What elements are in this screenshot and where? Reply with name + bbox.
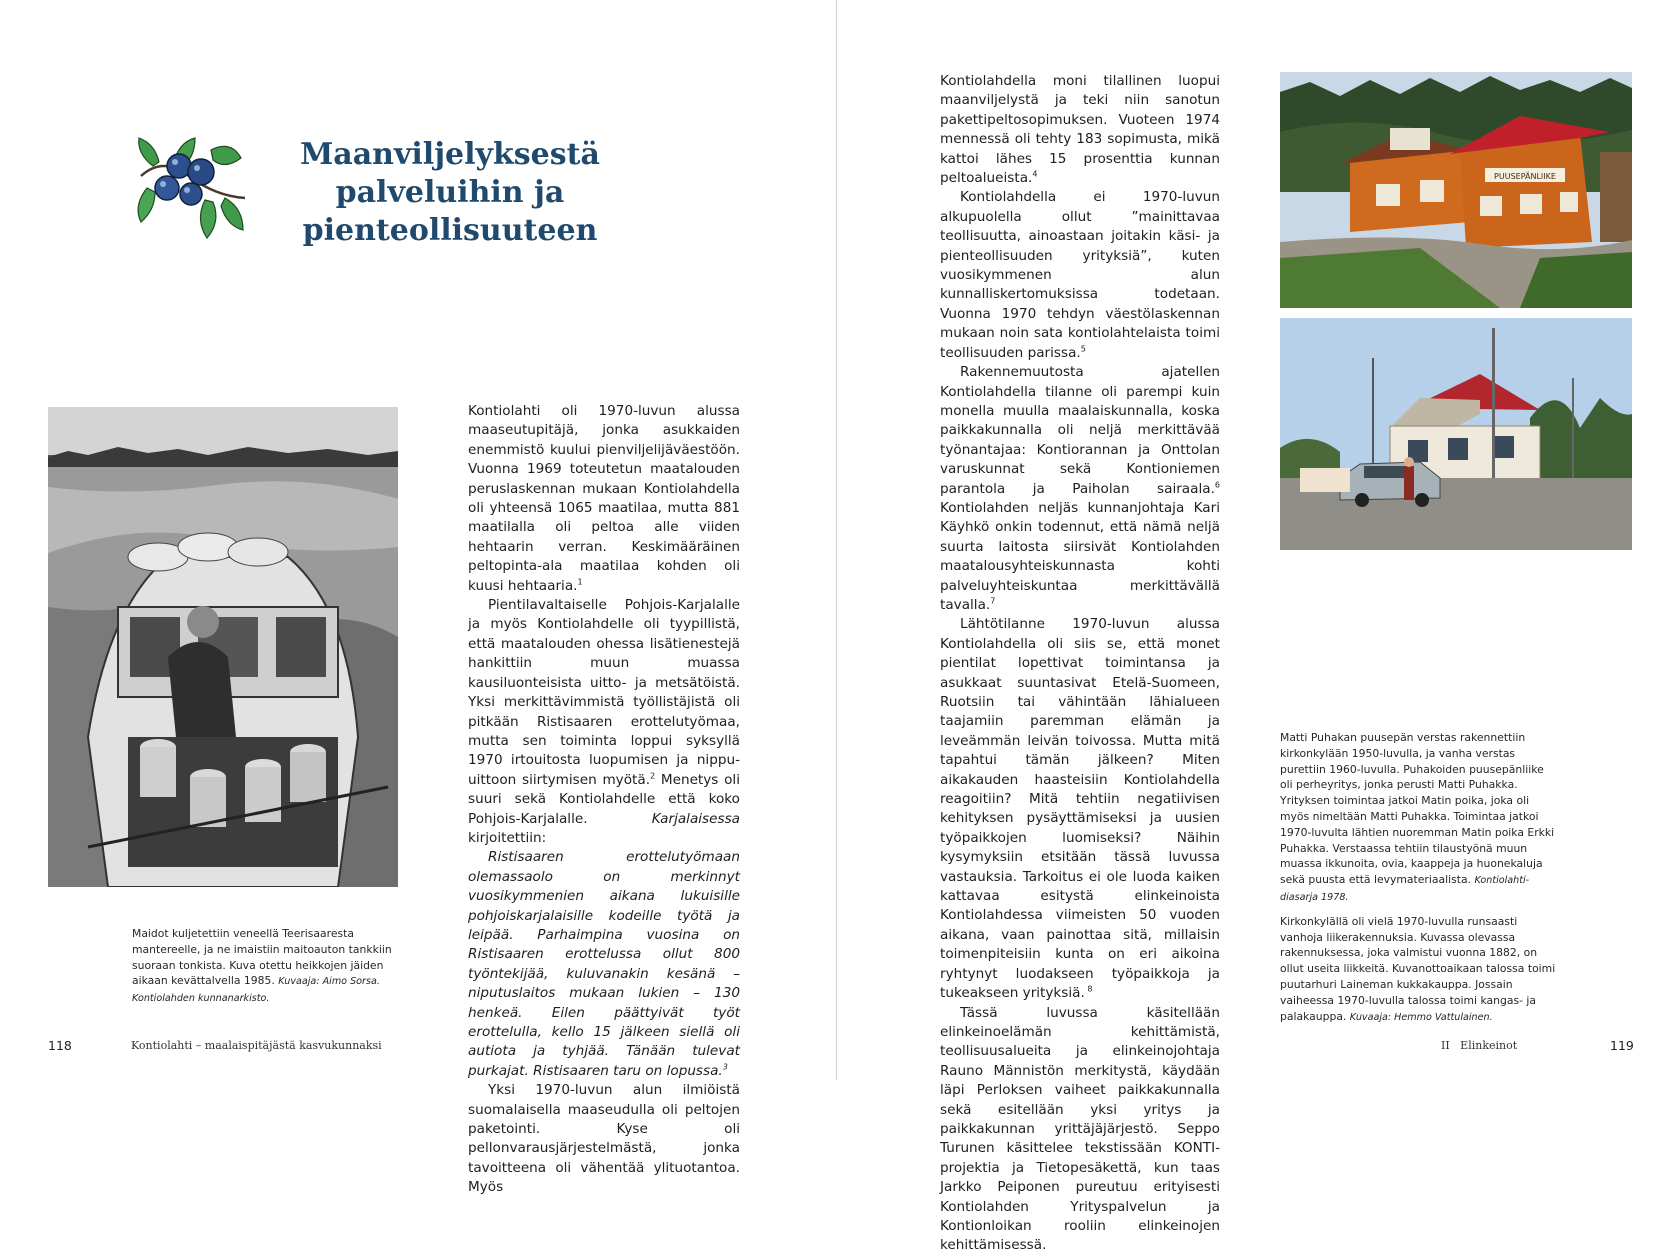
page-gutter [836, 0, 837, 1080]
paragraph: Pientilavaltaiselle Pohjois-Karjalalle ja myös Kontiolahdelle oli tyypillistä, että maatalouden ohessa lisätienestejä hankittiin muun muassa kausiluonteisista uitto- ja metsätöistä. Yksi merkittävimmistä työllistäjistä oli pitkään Ristisaaren erottelutyömaa, mutta sen toiminta loppui syksyllä 1970 irtouitosta luopumisen ja nippu-uittoon siirtymisen myötä.$^2$ Menetys oli suuri sekä Kontiolahdelle että koko Pohjois-Karjalalle. Karjalaisessa kirjoitettiin: [468, 597, 740, 846]
workshop-sign: PUUSEPÄNLIIKE [1494, 172, 1556, 181]
caption-house: Kirkonkylällä oli vielä 1970-luvulla runsaasti vanhoja liikerakennuksia. Kuvassa olevassa rakennuksessa, joka valmistui vuonna 1882, on ollut useita liikkeitä. Kuvanottoaikaan talossa toimi puutarhuri Laineman kukkakauppa. Jossain vaiheessa 1970-luvulla talossa toimi kangas- ja palakauppa. Kuvaaja: Hemmo Vattulainen. [1280, 914, 1556, 1023]
block-quote: Ristisaaren erottelutyömaan olemassaolo on merkinnyt vuosikymmenien aikana lukuisille pohjoiskarjalaisille kodeille työtä ja leipää. Parhaimpina vuosina on Ristisaaren erottelussa ollut 800 työntekijää, kuluvanakin kesänä – niputuslaitos mukaan lukien – 130 henkeä. Eilen päättyivät työt erottelulla, kello 15 jälkeen siellä oli autiota ja tyhjää. Tänään tulevat purkajat. Ristisaaren taru on lopussa.$^3$ [468, 849, 740, 1079]
photo-house-with-car [1280, 318, 1632, 550]
paragraph: Yksi 1970-luvun alun ilmiöistä suomalaisella maaseudulla oli peltojen paketointi. Kyse oli pellonvarausjärjestelmästä, jonka tavoitteena oli vähentää ylituotantoa. Myös [468, 1082, 740, 1196]
caption-workshop: Matti Puhakan puusepän verstas rakennettiin kirkonkylään 1950-luvulla, ja vanha verstas purettiin 1960-luvulla. Puhakoiden puusepänliike oli perheyritys, jonka perusti Matti Puhakka. Yrityksen toimintaa jatkoi Matin poika, joka oli myös nimeltään Matti Puhakka. Toimintaa jatkoi 1970-luvulta lähtien nuoremman Matin poika Erkki Puhakka. Verstaassa tehtiin tilaustyönä muun muassa ikkunoita, ovia, kaappeja ja huonekaluja sekä puusta että levymateriaalista. Kontiolahti-diasarja 1978. [1280, 731, 1555, 903]
paragraph: Kontiolahdella moni tilallinen luopui maanviljelystä ja teki niin sanotun pakettipeltosopimuksen. Vuoteen 1974 mennessä oli tehty 183 sopimusta, mikä kattoi lähes 15 prosenttia kunnan peltoalueista.$^4$ [940, 73, 1220, 187]
page-number-left: 118 [48, 1038, 72, 1053]
page-number-right: 119 [1610, 1038, 1634, 1053]
running-head-left: Kontiolahti – maalaispitäjästä kasvukunnaksi [131, 1039, 382, 1052]
caption-milk-boat: Maidot kuljetettiin veneellä Teerisaaresta mantereelle, ja ne imaistiin maitoauton tankkiin suoraan tonkista. Kuva otettu heikkojen jäiden aikaan kevättalvella 1985. Kuvaaja: Aimo Sorsa. Kontiolahden kunnanarkisto. [132, 927, 392, 1005]
chapter-title: Maanviljelyksestä palveluihin ja pienteollisuuteen [300, 137, 600, 248]
body-text-column-right [940, 72, 1220, 1256]
body-text-column-left [468, 402, 740, 1198]
paragraph: Rakennemuutosta ajatellen Kontiolahdella tilanne oli parempi kuin monella muulla maalaiskunnalla, koska paikkakunnalla oli neljä merkittävää työnantajaa: Kontiorannan ja Onttolan varuskunnat sekä Kontioniemen parantola ja Paiholan sairaala.$^6$ Kontiolahden neljäs kunnanjohtaja Kari Käyhkö onkin todennut, että nämä neljä suurta laitosta siirsivät Kontiolahden maatalousyhteiskunnasta kohti palveluyhteiskuntaa merkittävällä tavalla.$^7$ [940, 364, 1220, 613]
paragraph: Tässä luvussa käsitellään elinkeinoelämän kehittämistä, teollisuusalueita ja elinkeinojohtaja Rauno Männistön merkitystä, käydään läpi Perloksen vaiheet paikkakunnalla sekä esitellään yksi yritys ja paikkakunnan yrittäjäjärjestö. Seppo Turunen käsittelee tekstissään KONTI-projektia ja Tietopesäkettä, kun taas Jarkko Peiponen pureutuu erityisesti Kontiolahden Yrityspalvelun ja Kontionloikan rooliin elinkeinojen kehittämisessä. [940, 1004, 1220, 1254]
photo-workshop [1280, 72, 1632, 308]
paragraph: Kontiolahti oli 1970-luvun alussa maaseutupitäjä, jonka asukkaiden enemmistö kuului pienviljelijäväestöön. Vuonna 1969 toteutetun maatalouden peruslaskennan mukaan Kontiolahdella oli yhteensä 1065 maatilaa, mutta 881 maatilalla oli peltoa alle viiden hehtaarin verran. Keskimääräinen peltopinta-ala maatilaa kohden oli kuusi hehtaaria.$^1$ [468, 403, 740, 594]
photo-milk-boat [48, 407, 398, 887]
blueberry-sprig-icon [133, 136, 251, 246]
caption-right-photos [1280, 730, 1556, 1033]
running-head-right: II Elinkeinot [1441, 1039, 1518, 1052]
paragraph: Kontiolahdella ei 1970-luvun alkupuolella ollut ”mainittavaa teollisuutta, ainoastaan joitakin käsi- ja pienteollisuuden yrityksiä”, kuten vuosikymmenen alun kunnalliskertomuksissa todetaan. Vuonna 1970 tehdyn väestölaskennan mukaan noin sata kontiolahtelaista toimi teollisuuden parissa.$^5$ [940, 189, 1220, 361]
paragraph: Lähtötilanne 1970-luvun alussa Kontiolahdella oli siis se, että monet pientilat lopettivat toimintansa ja asukkaat suuntasivat Etelä-Suomeen, Ruotsiin tai vähintään lähialueen taajamiin paremman elämän ja leveämmän leivän toivossa. Mutta mitä tapahtui tämän jälkeen? Miten aikakauden haasteisiin Kontiolahdella reagoitiin? Mitä tehtiin negatiivisen kehityksen pysäyttämiseksi ja uusien työpaikkojen luomiseksi? Näihin kysymyksiin etsitään tässä luvussa vastauksia. Tarkoitus ei ole luoda kaiken kattavaa esitystä elinkeinoista Kontiolahdessa viimeisten 50 vuoden aikana, vaan painottaa sitä, millaisin toimenpiteisiin kunta on eri aikoina ryhtynyt luodakseen työpaikkoja ja tukeakseen yrityksiä. $^8$ [940, 616, 1220, 1002]
